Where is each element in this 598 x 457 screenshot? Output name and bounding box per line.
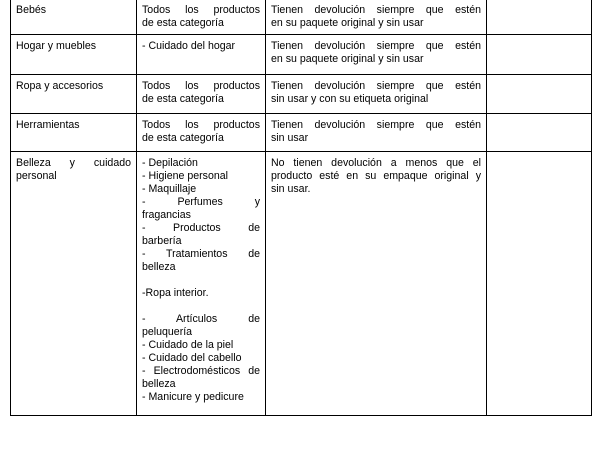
products-list-item: - Depilación [142, 157, 198, 169]
products-list-item: - Maquillaje [142, 183, 197, 195]
category-label: Belleza y cuidado [16, 157, 131, 169]
products-list-item: - Tratamientos de [142, 248, 260, 260]
policy-text: Tienen devolución siempre que estén [271, 80, 481, 92]
products-list-item: belleza [142, 261, 176, 273]
products-list-item: peluquería [142, 326, 193, 338]
table-row [11, 75, 592, 114]
policy-cell [266, 0, 487, 35]
products-cell [137, 35, 266, 75]
products-text: Todos los productos [142, 119, 260, 131]
products-text: Todos los productos [142, 4, 260, 16]
products-list-item: -Ropa interior. [142, 287, 209, 299]
policy-text: en su paquete original y sin usar [271, 17, 424, 29]
policy-cell [266, 35, 487, 75]
policy-cell [266, 75, 487, 114]
products-cell [137, 0, 266, 35]
policy-text: No tienen devolución a menos que el [271, 157, 481, 169]
return-policy-table [10, 0, 592, 416]
products-cell [137, 114, 266, 152]
products-list-item: fragancias [142, 209, 191, 221]
category-label: Herramientas [16, 119, 80, 131]
policy-text: Tienen devolución siempre que estén [271, 4, 481, 16]
policy-text: en su paquete original y sin usar [271, 53, 424, 65]
products-text: - Cuidado del hogar [142, 40, 236, 52]
empty-cell [487, 114, 592, 152]
category-cell [11, 0, 137, 35]
products-list-item: - Productos de [142, 222, 260, 234]
table-row [11, 114, 592, 152]
category-label: Ropa y accesorios [16, 80, 104, 92]
spacer [142, 274, 260, 287]
products-list-item: - Cuidado de la piel [142, 339, 234, 351]
table-row [11, 0, 592, 35]
empty-cell [487, 0, 592, 35]
empty-cell [487, 35, 592, 75]
empty-cell [487, 152, 592, 416]
products-text: de esta categoría [142, 132, 224, 144]
policy-text: Tienen devolución siempre que estén [271, 40, 481, 52]
table-row [11, 152, 592, 416]
products-cell [137, 152, 266, 416]
empty-cell [487, 75, 592, 114]
category-label: Bebés [16, 4, 47, 16]
products-text: Todos los productos [142, 80, 260, 92]
products-list-item: - Higiene personal [142, 170, 228, 182]
category-label: personal [16, 170, 57, 182]
policy-text: sin usar y con su etiqueta original [271, 93, 429, 105]
products-list-item: belleza [142, 378, 176, 390]
policy-text: Tienen devolución siempre que estén [271, 119, 481, 131]
spacer [142, 300, 260, 313]
category-cell [11, 35, 137, 75]
policy-text: sin usar [271, 132, 309, 144]
table-row [11, 35, 592, 75]
policy-cell [266, 114, 487, 152]
products-text: de esta categoría [142, 93, 224, 105]
products-list-item: - Manicure y pedicure [142, 391, 244, 403]
products-list-item: - Artículos de [142, 313, 260, 325]
policy-text: producto esté en su empaque original y [271, 170, 481, 182]
category-label: Hogar y muebles [16, 40, 97, 52]
products-list-item: barbería [142, 235, 182, 247]
policy-cell [266, 152, 487, 416]
category-cell [11, 152, 137, 416]
policy-text: sin usar. [271, 183, 311, 195]
products-cell [137, 75, 266, 114]
category-cell [11, 75, 137, 114]
products-list-item: - Perfumes y [142, 196, 260, 208]
products-list-item: - Cuidado del cabello [142, 352, 242, 364]
products-list-item: - Electrodomésticos de [142, 365, 260, 377]
category-cell [11, 114, 137, 152]
products-text: de esta categoría [142, 17, 224, 29]
